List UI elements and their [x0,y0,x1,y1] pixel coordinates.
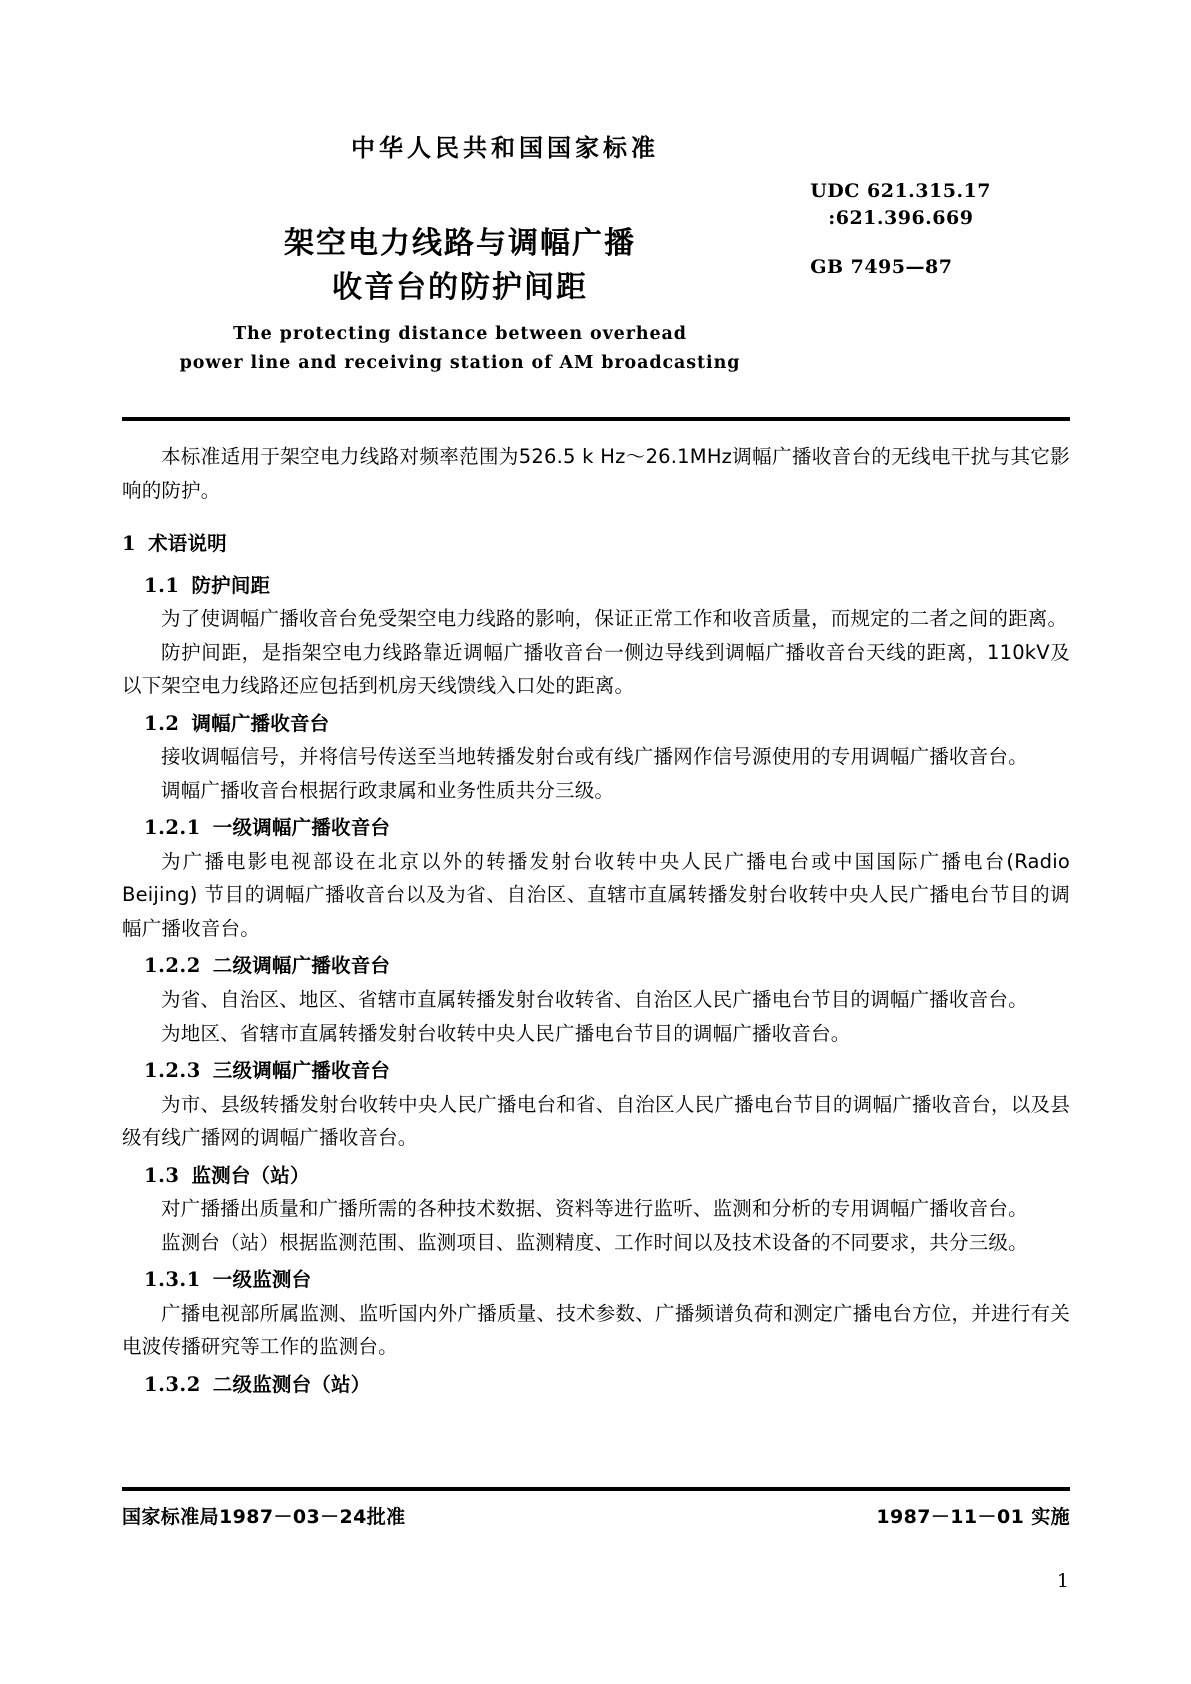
gb-standard-number: GB 7495—87 [810,255,953,278]
udc-code-line1: UDC 621.315.17 [810,180,991,202]
section-title-1-2-3: 三级调幅广播收音台 [212,1059,391,1083]
section-number-1-2-3: 1.2.3 [144,1059,201,1083]
section-number-1-3: 1.3 [144,1163,180,1187]
section-title-1: 术语说明 [148,532,227,556]
document-body [122,440,1070,1401]
section-number-1: 1 [122,532,137,556]
udc-code-line2: :621.396.669 [828,206,974,229]
section-number-1-2: 1.2 [144,711,180,735]
section-number-1-3-1: 1.3.1 [144,1268,201,1292]
section-1-3-paragraph-1: 对广播播出质量和广播所需的各种技术数据、资料等进行监听、监测和分析的专用调幅广播收音台。 [161,1197,1028,1221]
section-heading-1-2 [122,707,1070,741]
page-title [0,222,920,309]
section-heading-1 [122,527,1070,561]
section-title-1-3-2: 二级监测台（站） [212,1372,371,1396]
section-heading-1-2-2 [122,949,1070,983]
section-heading-1-3-1 [122,1263,1070,1297]
section-title-1-3: 监测台（站） [191,1163,310,1187]
section-1-1-paragraph-1: 为了使调幅广播收音台免受架空电力线路的影响，保证正常工作和收音质量，而规定的二者之间的距离。 [161,607,1068,631]
section-1-2-2-paragraph-2: 为地区、省辖市直属转播发射台收转中央人民广播电台节目的调幅广播收音台。 [161,1021,851,1045]
approval-date-text: 国家标准局1987－03－24批准 [122,1506,406,1528]
footer-divider-rule [122,1487,1070,1491]
document-footer [122,1502,1070,1529]
page-title-line2: 收音台的防护间距 [332,269,588,305]
section-number-1-3-2: 1.3.2 [144,1372,201,1396]
page-title-english [0,320,920,378]
page-number: 1 [1056,1570,1069,1592]
scope-paragraph: 本标准适用于架空电力线路对频率范围为526.5 k Hz～26.1MHz调幅广播收音台的无线电干扰与其它影响的防护。 [122,445,1070,502]
section-heading-1-1 [122,569,1070,603]
section-1-2-paragraph-2: 调幅广播收音台根据行政隶属和业务性质共分三级。 [161,778,615,802]
section-number-1-1: 1.1 [144,573,180,597]
page-title-line1: 架空电力线路与调幅广播 [284,226,636,261]
section-1-2-1-paragraph-1: 为广播电影电视部设在北京以外的转播发射台收转中央人民广播电台或中国国际广播电台(Radio Beijing) 节目的调幅广播收音台以及为省、自治区、直辖市直属转播发射台收转中央人民广播电台节目的调幅广播收音台。 [122,849,1070,940]
section-title-1-2-2: 二级调幅广播收音台 [212,954,391,978]
section-heading-1-2-3 [122,1054,1070,1088]
section-heading-1-2-1 [122,811,1070,845]
section-title-1-3-1: 一级监测台 [212,1268,312,1292]
effective-date-text: 1987－11－01 实施 [876,1506,1070,1528]
section-title-1-2-1: 一级调幅广播收音台 [212,816,391,840]
page-title-english-line2: power line and receiving station of AM broadcasting [179,352,741,373]
section-1-3-paragraph-2: 监测台（站）根据监测范围、监测项目、监测精度、工作时间以及技术设备的不同要求，共分三级。 [161,1230,1028,1254]
section-1-1-paragraph-2: 防护间距，是指架空电力线路靠近调幅广播收音台一侧边导线到调幅广播收音台天线的距离，110kV及以下架空电力线路还应包括到机房天线馈线入口处的距离。 [122,640,1070,698]
section-1-2-paragraph-1: 接收调幅信号，并将信号传送至当地转播发射台或有线广播网作信号源使用的专用调幅广播收音台。 [161,745,1028,769]
page-title-english-line1: The protecting distance between overhead [233,324,687,344]
section-heading-1-3 [122,1159,1070,1193]
section-number-1-2-2: 1.2.2 [144,954,201,978]
section-title-1-1: 防护间距 [191,573,271,597]
header-divider-rule [122,417,1070,421]
section-1-2-3-paragraph-1: 为市、县级转播发射台收转中央人民广播电台和省、自治区人民广播电台节目的调幅广播收音台，以及县级有线广播网的调幅广播收音台。 [122,1092,1070,1150]
section-number-1-2-1: 1.2.1 [144,816,201,840]
section-1-3-1-paragraph-1: 广播电视部所属监测、监听国内外广播质量、技术参数、广播频谱负荷和测定广播电台方位，并进行有关电波传播研究等工作的监测台。 [122,1301,1070,1359]
standard-organization-title: 中华人民共和国国家标准 [351,134,659,162]
section-heading-1-3-2 [122,1368,1070,1402]
section-1-2-2-paragraph-1: 为省、自治区、地区、省辖市直属转播发射台收转省、自治区人民广播电台节目的调幅广播收音台。 [161,987,1028,1011]
section-title-1-2: 调幅广播收音台 [191,711,330,735]
